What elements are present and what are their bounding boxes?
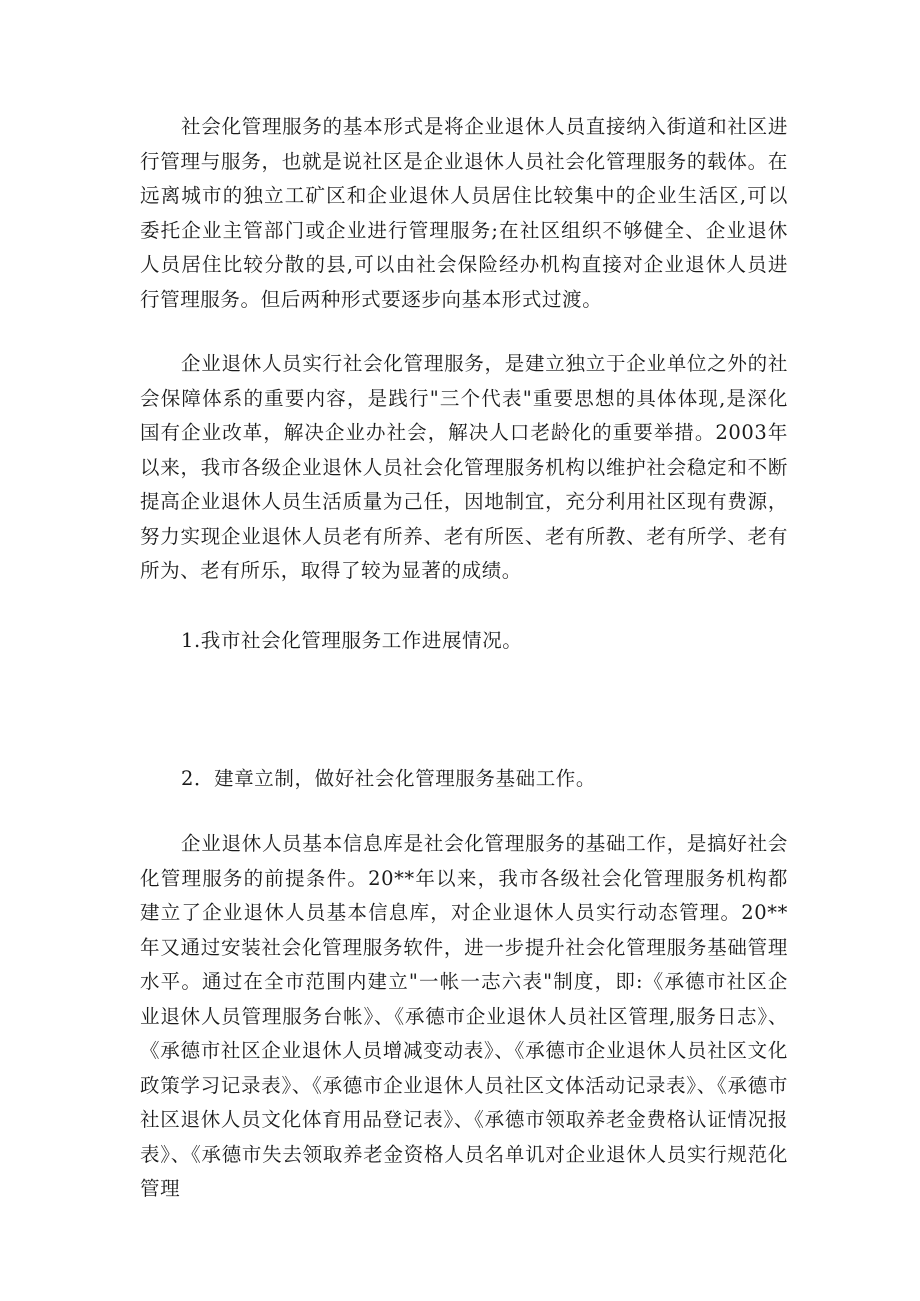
paragraph-info-database: 企业退休人员基本信息库是社会化管理服务的基础工作，是搞好社会化管理服务的前提条件。20**年以来，我市各级社会化管理服务机构都建立了企业退休人员基本信息库，对企业退休人员实行动态管理。20**年又通过安装社会化管理服务软件，进一步提升社会化管理服务基础管理水平。通过在全市范围内建立"一帐一志六表"制度，即:《承德市社区企业退休人员管理服务台帐》、《承德市企业退休人员社区管理,服务日志》、《承德市社区企业退休人员增减变动表》、《承德市企业退休人员社区文化政策学习记录表》、《承德市企业退休人员社区文体活动记录表》、《承德市社区退休人员文化体育用品登记表》、《承德市领取养老金费格认证情况报表》、《承德市失去领取养老金资格人员名单讥对企业退休人员实行规范化管理 — [140, 832, 788, 1200]
paragraph-significance: 企业退休人员实行社会化管理服务，是建立独立于企业单位之外的社会保障体系的重要内容，是践行"三个代表"重要思想的具体体现,是深化国有企业改革，解决企业办社会，解决人口老龄化的重要举措。2003年以来，我市各级企业退休人员社会化管理服务机构以维护社会稳定和不断提高企业退休人员生活质量为己任，因地制宜，充分利用社区现有费源，努力实现企业退休人员老有所养、老有所医、老有所教、老有所学、老有所为、老有所乐，取得了较为显著的成绩。 — [140, 352, 788, 582]
paragraph-basic-form: 社会化管理服务的基本形式是将企业退休人员直接纳入街道和社区进行管理与服务，也就是说社区是企业退休人员社会化管理服务的载体。在远离城市的独立工矿区和企业退休人员居住比较集中的企业生活区,可以委托企业主管部门或企业进行管理服务;在社区组织不够健全、企业退休人员居住比较分散的县,可以由社会保险经办机构直接对企业退休人员进行管理服务。但后两种形式要逐步向基本形式过渡。 — [140, 115, 788, 311]
section-heading-progress: 1.我市社会化管理服务工作进展情况。 — [181, 629, 523, 652]
section-heading-rules: 2．建章立制，做好社会化管理服务基础工作。 — [181, 767, 597, 790]
